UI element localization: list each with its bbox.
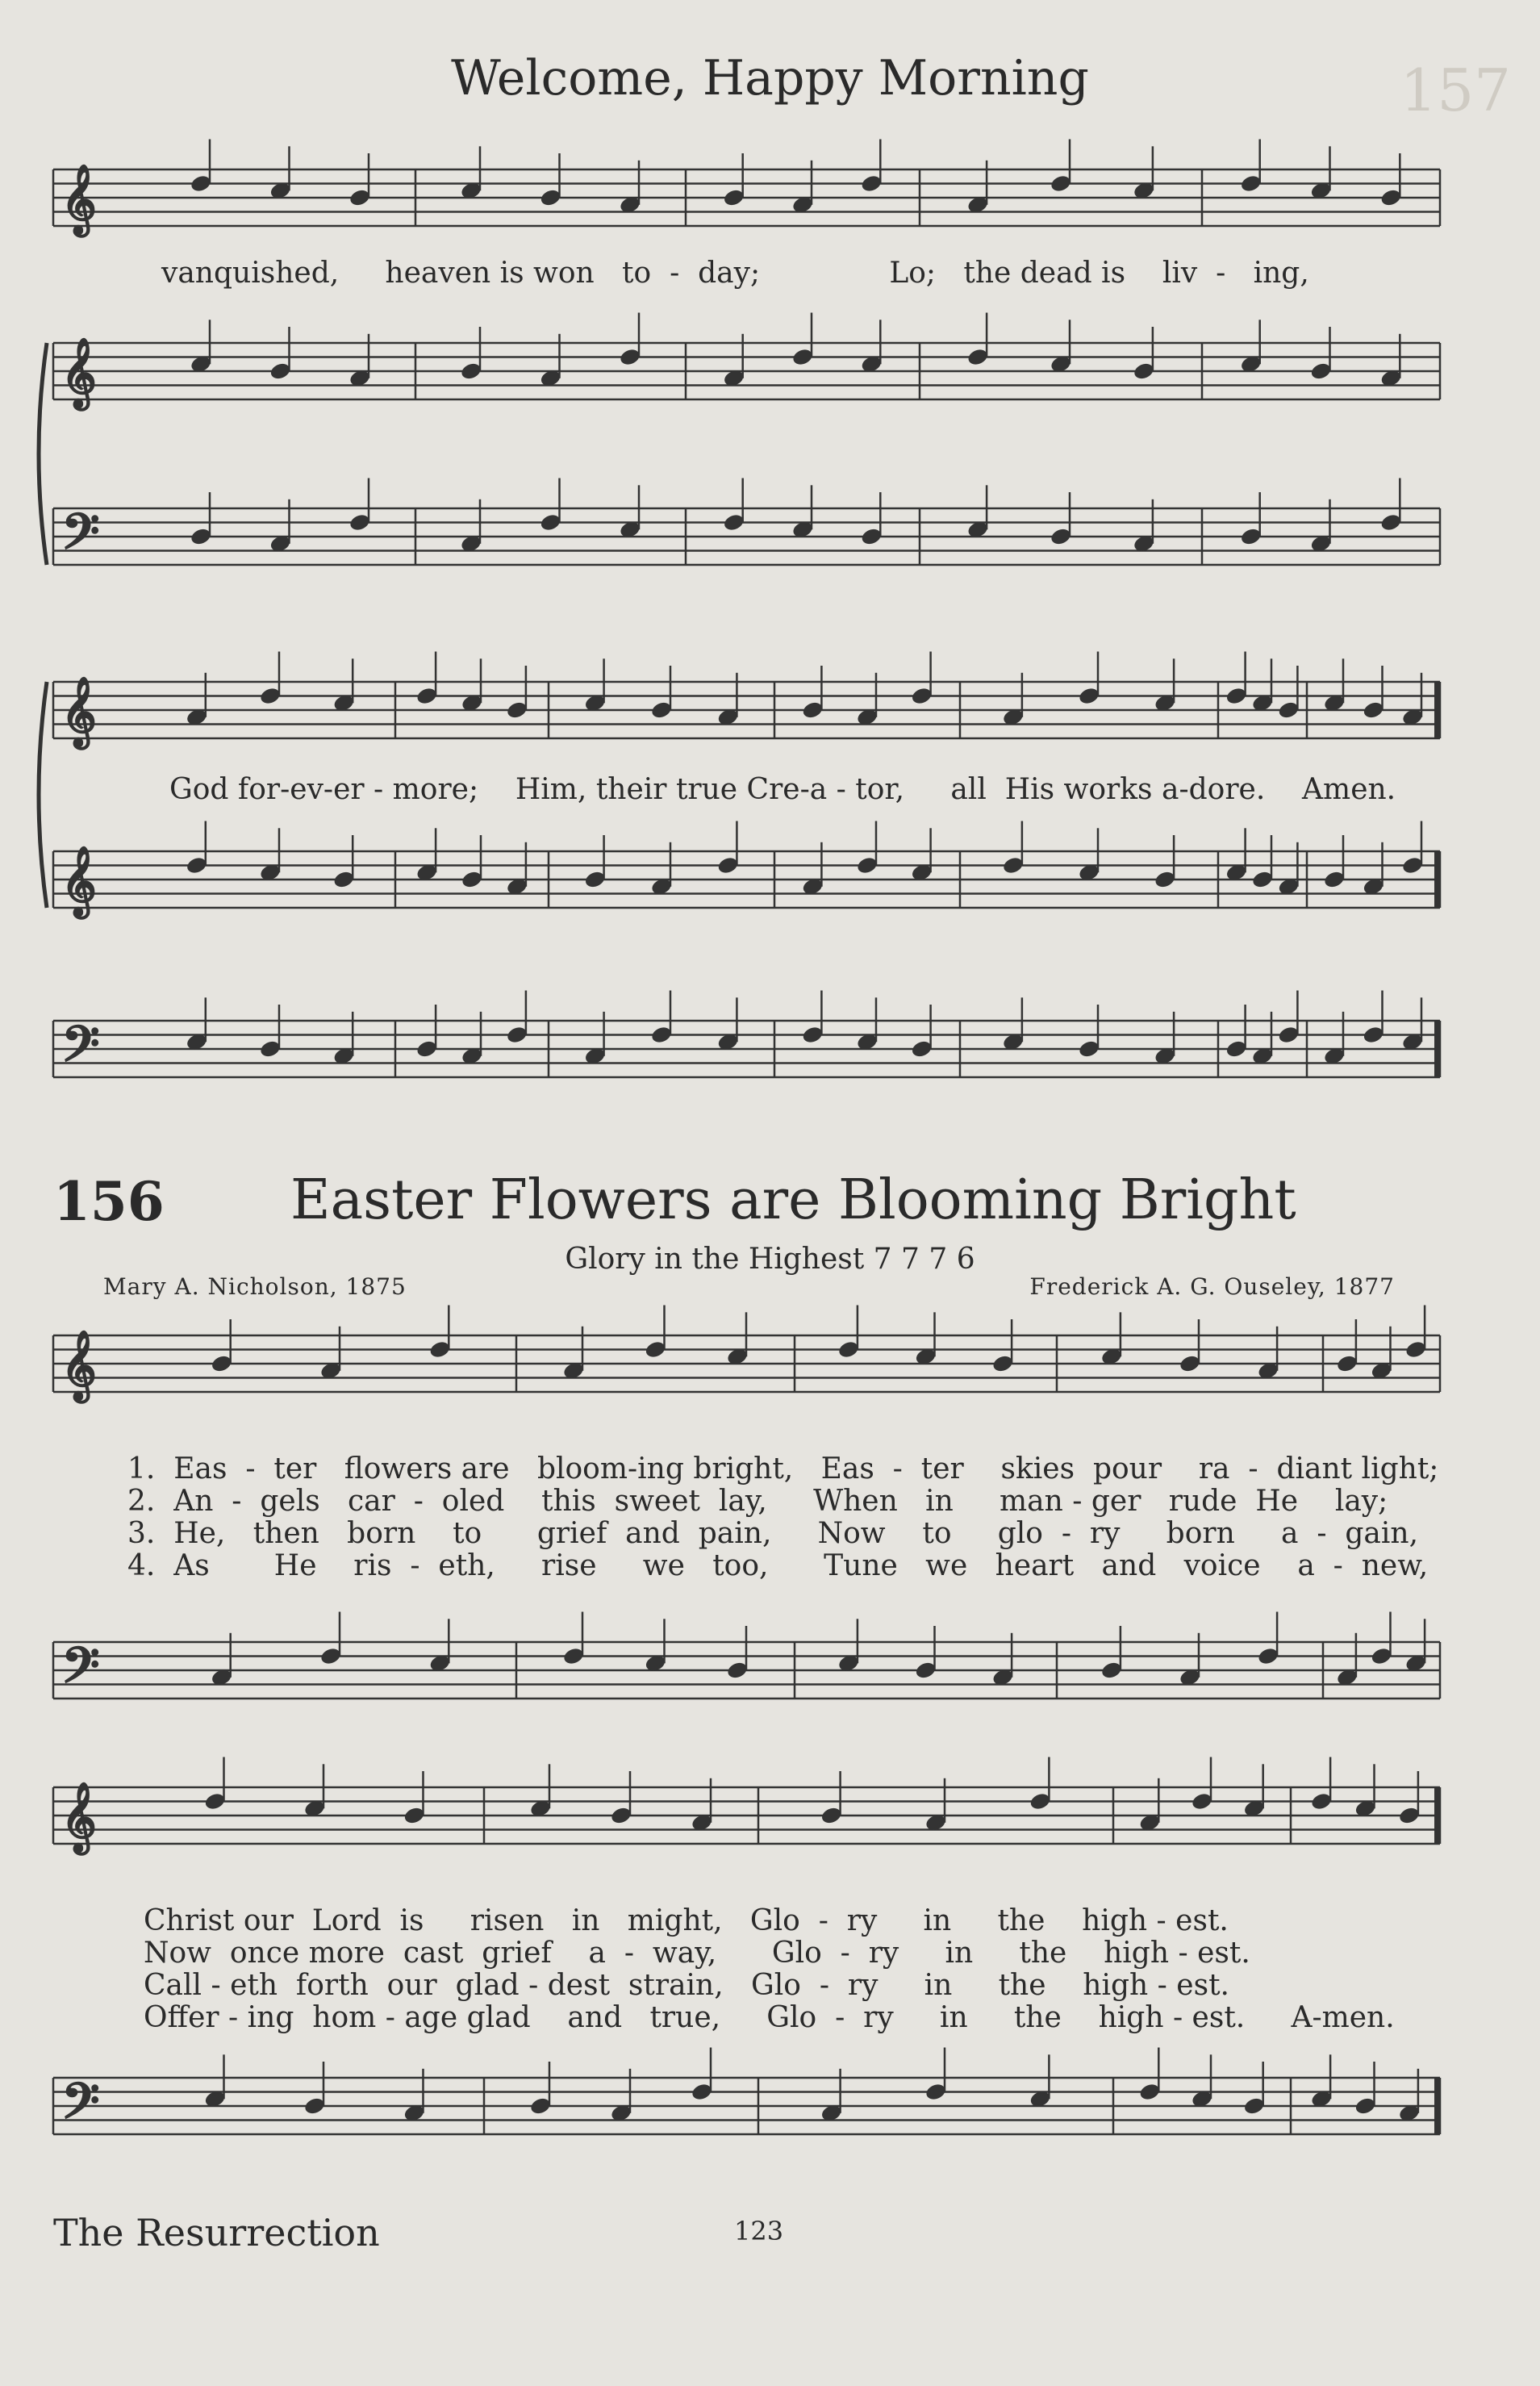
system-brace [39, 682, 47, 908]
clef-glyph: 𝄢 [61, 1637, 100, 1707]
clef-glyph: 𝄢 [61, 504, 100, 573]
verse-2-line-b: Now once more cast grief a - way, Glo - ry in the high - est. [144, 1937, 1250, 1970]
final-barline [1434, 1787, 1441, 1844]
clef-glyph: 𝄞 [61, 1782, 97, 1852]
final-barline [1434, 1021, 1441, 1077]
verse-1-line-b: Christ our Lord is risen in might, Glo - ry in the high - est. [144, 1904, 1229, 1937]
verse-3-line-a: 3. He, then born to grief and pain, Now to glo - ry born a - gain, [127, 1517, 1419, 1550]
final-barline [1434, 851, 1441, 908]
hymn-number: 156 [53, 1170, 165, 1233]
previous-hymn-lyrics-line-2: God for-ev-er - more; Him, their true Cre-a - tor, all His works a-dore. Amen. [169, 773, 1396, 806]
hymn-author: Mary A. Nicholson, 1875 [103, 1273, 407, 1300]
final-barline [1434, 682, 1441, 738]
bleed-through-number: 157 [1400, 56, 1511, 124]
clef-glyph: 𝄞 [61, 846, 97, 916]
clef-glyph: 𝄢 [61, 2073, 100, 2142]
clef-glyph: 𝄢 [61, 1016, 100, 1085]
verse-4-line-a: 4. As He ris - eth, rise we too, Tune we heart and voice a - new, [127, 1549, 1429, 1582]
tune-name: Glory in the Highest 7 7 7 6 [565, 1243, 975, 1276]
verse-2-line-a: 2. An - gels car - oled this sweet lay, When in man - ger rude He lay; [127, 1485, 1388, 1518]
section-footer: The Resurrection [53, 2211, 380, 2254]
previous-hymn-lyrics-line-1: vanquished, heaven is won to - day; Lo; the dead is liv - ing, [161, 257, 1309, 290]
verse-4-line-b: Offer - ing hom - age glad and true, Glo - ry in the high - est. A-men. [144, 2001, 1395, 2034]
staff-lines [53, 165, 1440, 2142]
clef-glyph: 𝄞 [61, 677, 97, 746]
page-number: 123 [734, 2216, 784, 2246]
hymn-composer: Frederick A. G. Ouseley, 1877 [1029, 1273, 1395, 1300]
hymn-title: Easter Flowers are Blooming Bright [290, 1168, 1296, 1232]
brace-marks [39, 343, 1441, 2134]
final-barline [1434, 2078, 1441, 2134]
clef-glyph: 𝄞 [61, 165, 97, 234]
previous-hymn-title: Welcome, Happy Morning [451, 50, 1089, 107]
verse-3-line-b: Call - eth forth our glad - dest strain, Glo - ry in the high - est. [144, 1969, 1229, 2002]
clef-glyph: 𝄞 [61, 338, 97, 407]
system-brace [39, 343, 47, 565]
clef-glyph: 𝄞 [61, 1331, 97, 1400]
verse-1-line-a: 1. Eas - ter flowers are bloom-ing bright, Eas - ter skies pour ra - diant light; [127, 1452, 1439, 1486]
note-heads [185, 140, 1427, 2124]
